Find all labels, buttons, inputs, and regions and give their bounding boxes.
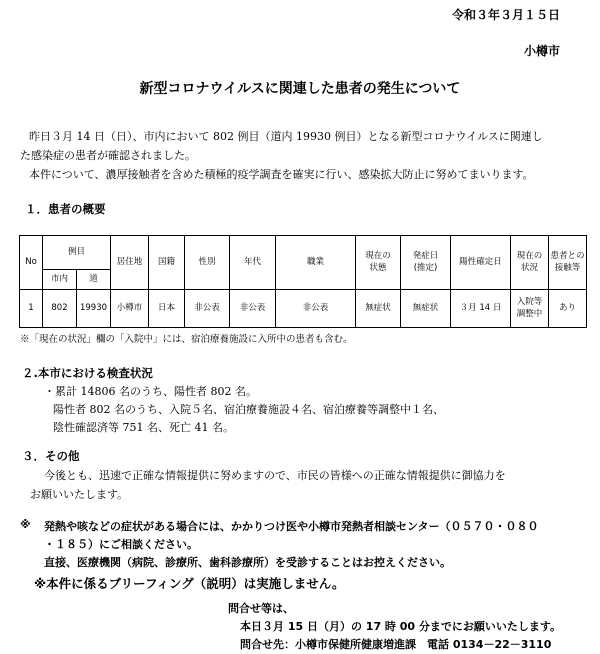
contact-line-2: 本日３月 15 日（月）の 17 時 00 分までにお願いいたします。 — [240, 620, 562, 633]
header-hokkaido: 道 — [77, 270, 111, 290]
header-occupation: 職業 — [276, 236, 356, 290]
cell-contact: あり — [549, 290, 587, 328]
header-city: 市内 — [43, 270, 77, 290]
notice-line-3: 直接、医療機関（病院、診療所、歯科診療所）を受診することはお控えください。 — [44, 556, 451, 569]
section-3-heading: ３．その他 — [22, 449, 80, 463]
header-symptom-line-2: 状態 — [369, 262, 387, 273]
header-no: No — [20, 236, 43, 290]
table-footnote: ※「現在の状況」欄の「入院中」には、宿泊療養施設に入所中の患者も含む。 — [20, 334, 353, 345]
briefing-note: ※本件に係るブリーフィング（説明）は実施しません。 — [34, 576, 345, 591]
notice-line-1: 発熱や咳などの症状がある場合には、かかりつけ医や小樽市発熱者相談センター（０５７０・０８０ — [44, 520, 539, 533]
cell-positive-date: ３月 14 日 — [451, 290, 511, 328]
patient-table — [19, 235, 587, 328]
contact-line-1: 問合せ等は、 — [228, 602, 294, 615]
contact-line-3: 問合せ先：小樽市保健所健康増進課 電話 0134－22－3110 — [240, 638, 552, 651]
header-symptom-line-1: 現在の — [365, 251, 391, 262]
header-residence: 居住地 — [111, 236, 149, 290]
cell-hokkaido: 19930 — [77, 290, 111, 328]
header-status-line-2: 状況 — [521, 262, 539, 273]
header-onset-line-2: (推定) — [413, 262, 438, 273]
issuer-name: 小樽市 — [523, 44, 560, 58]
table-row — [20, 290, 587, 328]
cell-status-line-1: 入院等 — [516, 297, 543, 308]
header-onset — [401, 236, 451, 290]
section-1-heading: １．患者の概要 — [25, 202, 106, 216]
header-age: 年代 — [230, 236, 276, 290]
header-onset-line-1: 発症日 — [412, 251, 439, 262]
section-2-line-2: 陽性者 802 名のうち、入院５名、宿泊療養施設４名、宿泊療養等調整中１名、 — [53, 403, 444, 416]
section-3-line-1: 今後とも、迅速で正確な情報提供に努めますので、市民の皆様への正確な情報提供に御協力を — [44, 469, 506, 482]
header-status-line-1: 現在の — [516, 251, 543, 262]
cell-nationality: 日本 — [149, 290, 185, 328]
notice-line-2: ・１８５）にご相談ください。 — [44, 538, 198, 551]
section-2-heading: ２.本市における検査状況 — [22, 366, 153, 380]
section-2-line-1: ・累計 14806 名のうち、陽性者 802 名。 — [44, 385, 257, 398]
header-positive-date: 陽性確定日 — [451, 236, 511, 290]
section-2-line-3: 陰性確認済等 751 名、死亡 41 名。 — [53, 421, 234, 434]
cell-residence: 小樽市 — [111, 290, 149, 328]
header-sex: 性別 — [185, 236, 230, 290]
cell-no: 1 — [20, 290, 43, 328]
intro-line-1: 昨日３月 14 日（日）、市内において 802 例目（道内 19930 例目）となる新型コロナウイルスに関連し — [29, 130, 543, 143]
header-contact-line-1: 患者との — [550, 251, 585, 262]
header-status — [511, 236, 549, 290]
header-contact — [549, 236, 587, 290]
cell-status-line-2: 調整中 — [516, 308, 543, 319]
cell-city: 802 — [43, 290, 77, 328]
cell-occupation: 非公表 — [276, 290, 356, 328]
document-date: 令和３年３月１５日 — [451, 8, 560, 22]
intro-line-3: 本件について、濃厚接触者を含めた積極的疫学調査を確実に行い、感染拡大防止に努めてまいります。 — [29, 168, 534, 181]
cell-status — [511, 290, 549, 328]
document-title: 新型コロナウイルスに関連した患者の発生について — [139, 81, 461, 97]
cell-symptom: 無症状 — [356, 290, 401, 328]
header-case-no: 例目 — [43, 236, 111, 270]
section-3-line-2: お願いいたします。 — [30, 488, 129, 501]
cell-sex: 非公表 — [185, 290, 230, 328]
header-nationality: 国籍 — [149, 236, 185, 290]
notice-mark: ※ — [20, 518, 31, 531]
intro-line-2: た感染症の患者が確認されました。 — [20, 149, 196, 162]
header-contact-line-2: 接触等 — [554, 262, 581, 273]
cell-onset: 無症状 — [401, 290, 451, 328]
header-symptom — [356, 236, 401, 290]
cell-age: 非公表 — [230, 290, 276, 328]
